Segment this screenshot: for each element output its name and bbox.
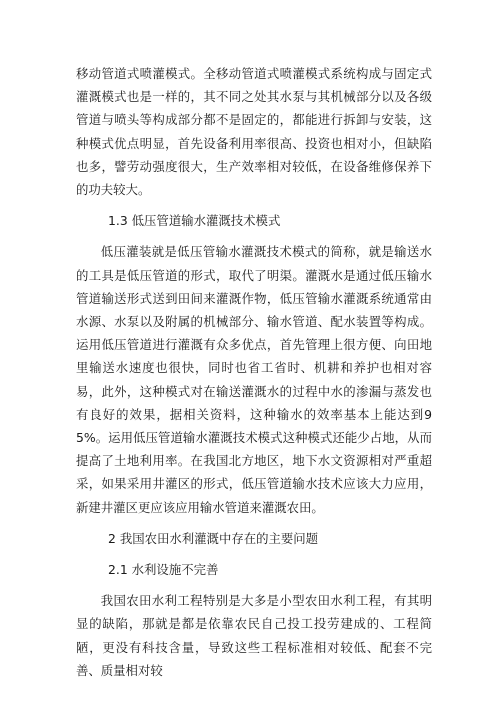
paragraph-sprinkler-continuation: 移动管道式喷灌模式。全移动管道式喷灌模式系统构成与固定式灌溉模式也是一样的，其不同之处其水泵与其机械部分以及各级管道与喷头等构成部分都不是固定的，都能进行拆卸与安装，这种模式优点明显，首先设备利用率很高、投资也相对小，但缺陷也多，譬劳动强度很大，生产效率相对较低，在设备维修保养下的功夫较大。 [76, 66, 432, 198]
section-heading-2-1: 2.1 水利设施不完善 [108, 562, 219, 578]
spacer [76, 581, 432, 589]
document-page [76, 62, 432, 682]
spacer [76, 550, 432, 558]
paragraph-facilities: 我国农田水利工程特别是大多是小型农田水利工程，有其明显的缺陷，那就是都是依靠农民自己投工投劳建成的、工程简陋，更没有科技含量，导致这些工程标准相对较低、配套不完善、质量相对较 [76, 593, 432, 678]
section-heading-1-3: 1.3 低压管道输水灌溉技术模式 [108, 213, 281, 229]
section-heading-2: 2 我国农田水利灌溉中存在的主要问题 [108, 530, 319, 546]
spacer [76, 201, 432, 209]
spacer [76, 232, 432, 240]
paragraph-low-pressure-pipe: 低压灌装就是低压管输水灌溉技术模式的简称，就是输送水的工具是低压管道的形式，取代了明渠。灌溉水是通过低压输水管道输送形式送到田间来灌溉作物，低压管输水灌溉系统通常由水源、水泵以及附属的机械部分、输水管道、配水装置等构成。运用低压管道进行灌溉有众多优点，首先管理上很方便、向田地里输送水速度也很快，同时也省工省时、机耕和养护也相对容易，此外，这种模式对在输送灌溉水的过程中水的渗漏与蒸发也有良好的效果，据相关资料，这种输水的效率基本上能达到95%。运用低压管道输水灌溉技术模式这种模式还能少占地，从而提高了土地利用率。在我国北方地区，地下水文资源相对严重超采，如果采用井灌区的形式，低压管道输水技术应该大力应用，新建井灌区更应该应用输水管道来灌溉农田。 [76, 244, 432, 515]
spacer [76, 519, 432, 527]
